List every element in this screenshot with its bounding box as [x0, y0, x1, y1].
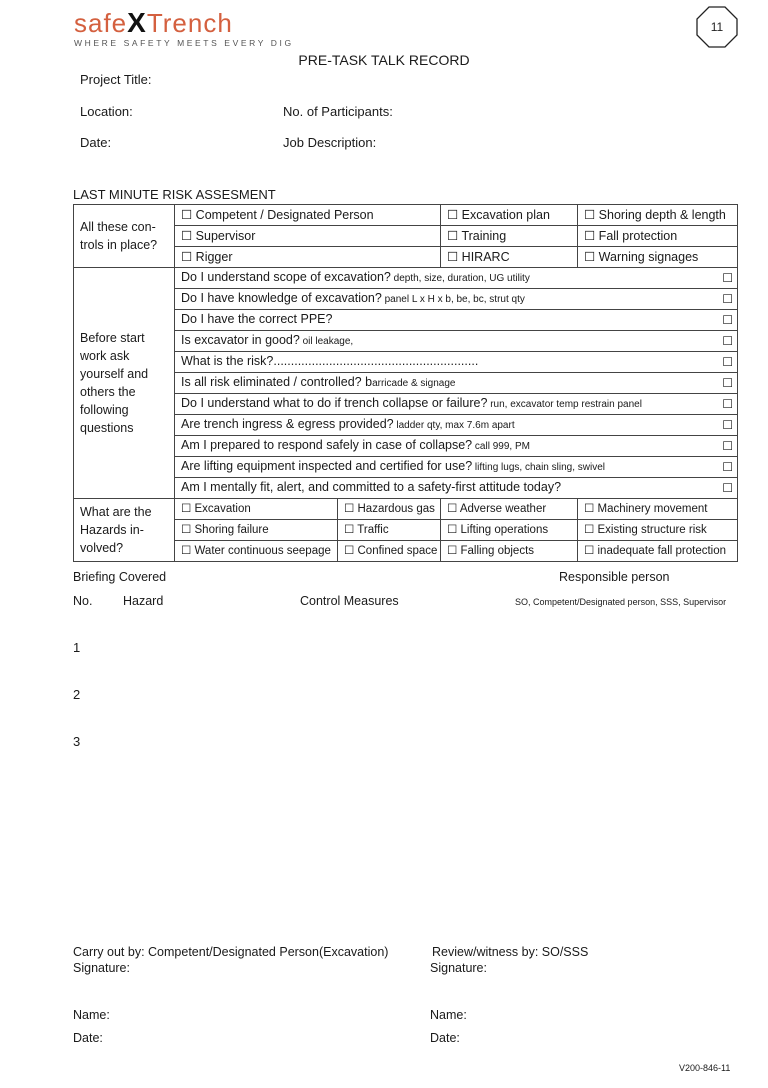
- hazard-item[interactable]: ☐ Traffic: [338, 520, 441, 541]
- briefing-number: 2: [73, 687, 81, 702]
- control-item[interactable]: ☐ Training: [441, 226, 578, 247]
- left-date-label: Date:: [73, 1031, 103, 1045]
- question-item: [175, 331, 738, 352]
- question-text: Do I understand what to do if trench collapse or failure?: [181, 396, 488, 410]
- hazard-item[interactable]: ☐ Excavation: [175, 499, 338, 520]
- question-text: Are trench ingress & egress provided?: [181, 417, 394, 431]
- question-note: call 999, PM: [472, 441, 530, 452]
- question-note: arricade & signage: [372, 378, 456, 389]
- hazards-row: [74, 499, 738, 520]
- col-control-measures: Control Measures: [300, 594, 399, 608]
- question-item: [175, 394, 738, 415]
- question-item: [175, 310, 738, 331]
- hazards-label: What are the Hazards in-volved?: [74, 499, 175, 562]
- right-signature-label: Signature:: [430, 961, 487, 975]
- question-text: Do I have the correct PPE?: [181, 312, 333, 326]
- question-item: [175, 268, 738, 289]
- question-text: Do I have knowledge of excavation?: [181, 291, 382, 305]
- control-item[interactable]: ☐ Warning signages: [578, 247, 738, 268]
- question-note: lifting lugs, chain sling, swivel: [472, 462, 605, 473]
- control-item[interactable]: ☐ Rigger: [175, 247, 441, 268]
- participants-label: No. of Participants:: [283, 104, 393, 119]
- control-item[interactable]: ☐ HIRARC: [441, 247, 578, 268]
- left-signature-label: Signature:: [73, 961, 130, 975]
- hazard-item[interactable]: ☐ Existing structure risk: [578, 520, 738, 541]
- briefing-number: 1: [73, 640, 81, 655]
- hazard-item[interactable]: ☐ Hazardous gas: [338, 499, 441, 520]
- question-note: panel L x H x b, be, bc, strut qty: [381, 294, 525, 305]
- responsible-person-label: Responsible person: [559, 570, 670, 584]
- company-logo: [74, 7, 294, 48]
- octagon-icon: [696, 6, 738, 48]
- date-label: Date:: [80, 135, 112, 150]
- question-checkbox[interactable]: ☐: [722, 313, 733, 327]
- control-item[interactable]: ☐ Competent / Designated Person: [175, 205, 441, 226]
- logo-wordmark: [74, 7, 294, 38]
- question-text: Am I prepared to respond safely in case of collapse?: [181, 438, 473, 452]
- question-item: [175, 457, 738, 478]
- risk-section-title: LAST MINUTE RISK ASSESMENT: [73, 187, 276, 202]
- logo-x-mark: X: [127, 7, 147, 38]
- briefing-number: 3: [73, 734, 81, 749]
- question-checkbox[interactable]: ☐: [722, 460, 733, 474]
- controls-label: All these con-trols in place?: [74, 205, 175, 268]
- logo-word-right: Trench: [146, 8, 233, 38]
- controls-row: [74, 205, 738, 226]
- hazard-item[interactable]: ☐ Water continuous seepage: [175, 541, 338, 562]
- questions-label: Before start work ask yourself and others the following questions: [74, 268, 175, 499]
- question-checkbox[interactable]: ☐: [722, 439, 733, 453]
- question-note: oil leakage,: [299, 336, 354, 347]
- page-number: 11: [710, 20, 724, 34]
- hazard-item[interactable]: ☐ Shoring failure: [175, 520, 338, 541]
- question-checkbox[interactable]: ☐: [722, 418, 733, 432]
- right-date-label: Date:: [430, 1031, 460, 1045]
- hazard-item[interactable]: ☐ Adverse weather: [441, 499, 578, 520]
- control-item[interactable]: ☐ Supervisor: [175, 226, 441, 247]
- question-checkbox[interactable]: ☐: [722, 481, 733, 495]
- question-text: Is all risk eliminated / controlled? b: [181, 375, 373, 389]
- question-item: [175, 415, 738, 436]
- question-item: [175, 436, 738, 457]
- question-note: depth, size, duration, UG utility: [390, 273, 530, 284]
- question-item: [175, 373, 738, 394]
- question-checkbox[interactable]: ☐: [722, 355, 733, 369]
- logo-word-left: safe: [74, 8, 128, 38]
- col-hazard: Hazard: [123, 594, 164, 608]
- question-item: [175, 289, 738, 310]
- question-text: What is the risk?...........................................................: [181, 354, 479, 368]
- job-description-label: Job Description:: [283, 135, 377, 150]
- question-note: ladder qty, max 7.6m apart: [393, 420, 515, 431]
- version-code: V200-846-11: [679, 1063, 731, 1073]
- control-item[interactable]: ☐ Excavation plan: [441, 205, 578, 226]
- question-checkbox[interactable]: ☐: [722, 271, 733, 285]
- question-row: [74, 268, 738, 289]
- question-text: Is excavator in good?: [181, 333, 300, 347]
- review-witness-label: Review/witness by: SO/SSS: [432, 945, 589, 959]
- hazard-item[interactable]: ☐ Confined space: [338, 541, 441, 562]
- col-no: No.: [73, 594, 93, 608]
- question-text: Do I understand scope of excavation?: [181, 270, 391, 284]
- hazard-item[interactable]: ☐ Falling objects: [441, 541, 578, 562]
- page-number-badge: [696, 6, 738, 48]
- right-name-label: Name:: [430, 1008, 467, 1022]
- risk-assessment-table: [73, 204, 738, 562]
- question-text: Am I mentally fit, alert, and committed to a safety-first attitude today?: [181, 480, 562, 494]
- col-responsible-note: SO, Competent/Designated person, SSS, Supervisor: [515, 597, 727, 607]
- hazard-item[interactable]: ☐ Lifting operations: [441, 520, 578, 541]
- hazard-item[interactable]: ☐ inadequate fall protection: [578, 541, 738, 562]
- question-item: [175, 478, 738, 499]
- logo-tagline: WHERE SAFETY MEETS EVERY DIG: [74, 38, 294, 48]
- question-note: run, excavator temp restrain panel: [487, 399, 642, 410]
- control-item[interactable]: ☐ Fall protection: [578, 226, 738, 247]
- left-name-label: Name:: [73, 1008, 110, 1022]
- control-item[interactable]: ☐ Shoring depth & length: [578, 205, 738, 226]
- project-title-label: Project Title:: [80, 72, 152, 87]
- question-checkbox[interactable]: ☐: [722, 376, 733, 390]
- page-title: PRE-TASK TALK RECORD: [298, 52, 470, 68]
- question-item: [175, 352, 738, 373]
- briefing-title: Briefing Covered: [73, 570, 167, 584]
- question-checkbox[interactable]: ☐: [722, 397, 733, 411]
- hazard-item[interactable]: ☐ Machinery movement: [578, 499, 738, 520]
- question-checkbox[interactable]: ☐: [722, 292, 733, 306]
- location-label: Location:: [80, 104, 133, 119]
- carry-out-by-label: Carry out by: Competent/Designated Person(Excavation): [73, 945, 389, 959]
- question-checkbox[interactable]: ☐: [722, 334, 733, 348]
- question-text: Are lifting equipment inspected and certified for use?: [181, 459, 473, 473]
